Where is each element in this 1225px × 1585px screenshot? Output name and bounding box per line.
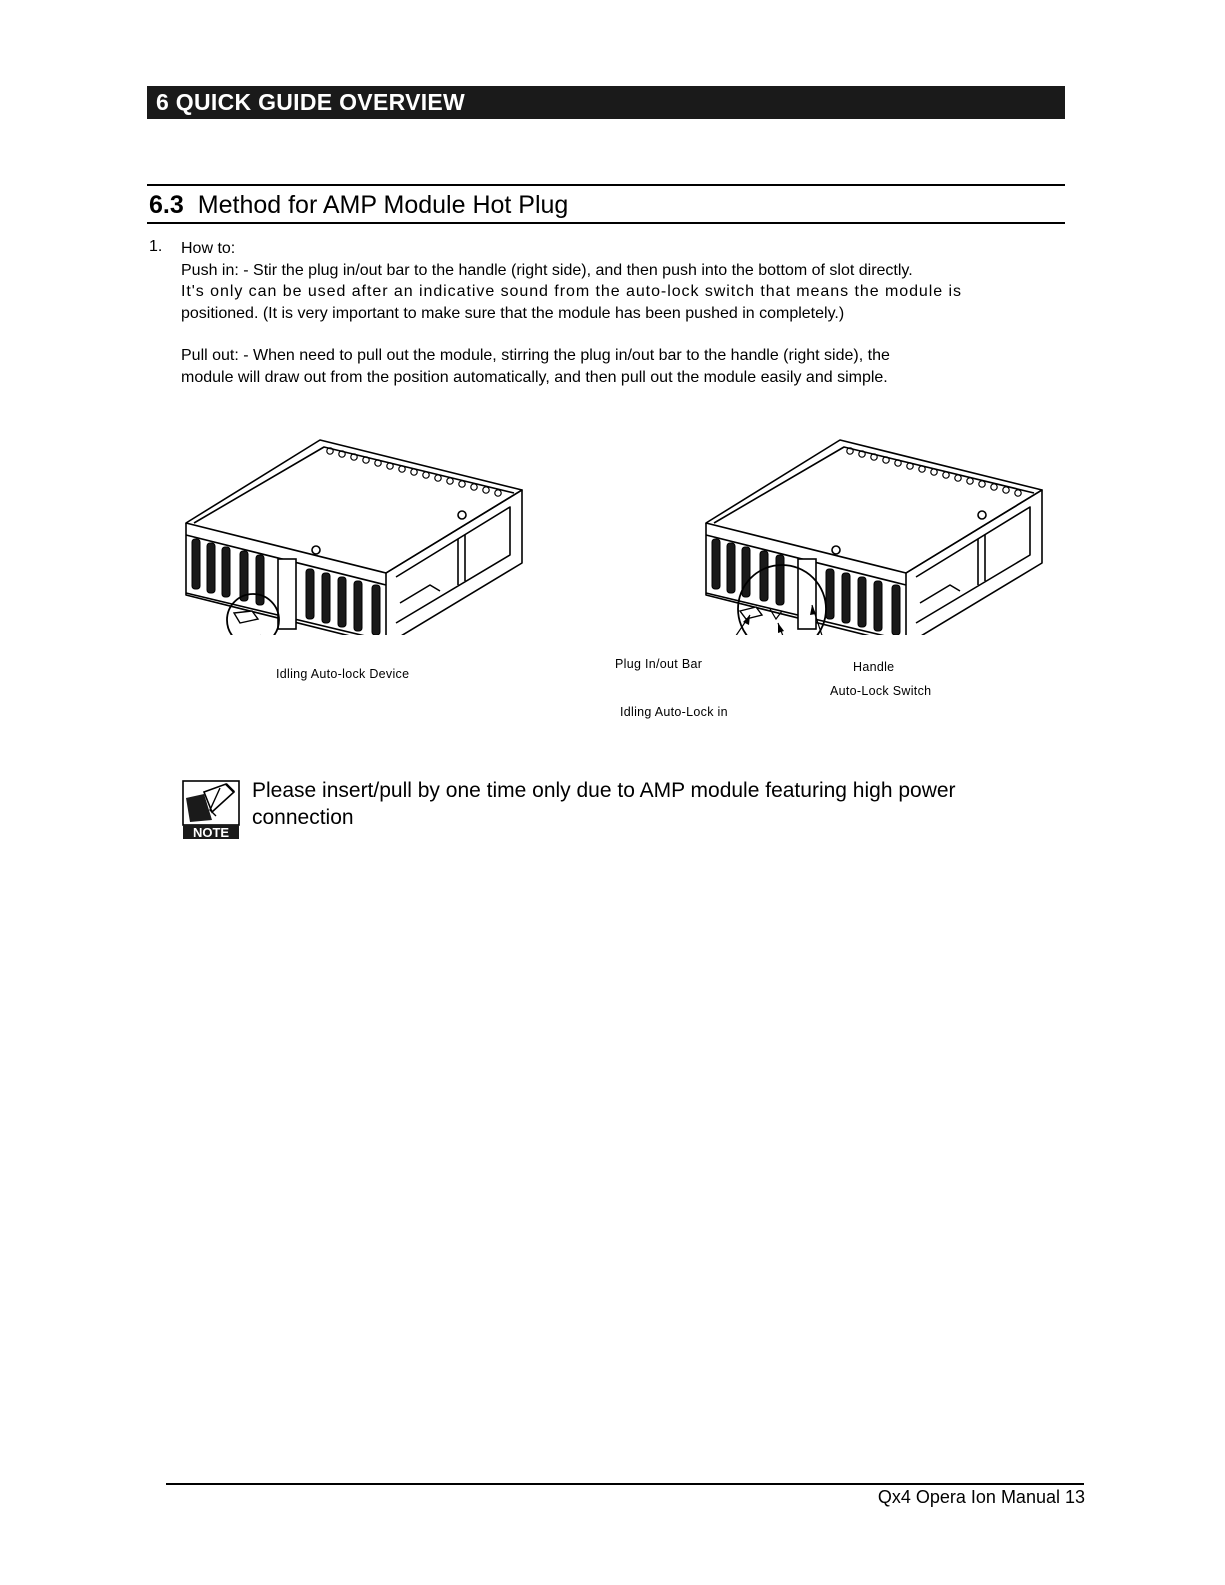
pull-out-block [181, 345, 1061, 388]
push-in-line-2: It's only can be used after an indicative sound from the auto-lock switch that means the module is [181, 283, 962, 300]
section-title: Method for AMP Module Hot Plug [197, 191, 569, 219]
push-in-line-3: positioned. (It is very important to make sure that the module has been pushed in completely.) [181, 304, 845, 322]
label-idling-auto-lock-in: Idling Auto-Lock in [620, 705, 728, 719]
amp-module-illustration-left [180, 435, 540, 635]
note-pencil-icon [182, 780, 240, 840]
pull-out-line-1: Pull out: - When need to pull out the module, stirring the plug in/out bar to the handle (right side), the [181, 347, 890, 364]
list-number: 1. [149, 238, 163, 255]
label-auto-lock-switch: Auto-Lock Switch [830, 684, 932, 698]
note-icon-label: NOTE [192, 825, 230, 840]
label-handle: Handle [853, 660, 895, 674]
note-text: Please insert/pull by one time only due to AMP module featuring high power connection [252, 779, 956, 829]
footer-page-label: Qx4 Opera Ion Manual 13 [877, 1487, 1085, 1507]
label-idling-auto-lock-device: Idling Auto-lock Device [276, 667, 410, 681]
section-bottom-rule [147, 222, 1065, 224]
amp-module-illustration-right [700, 435, 1060, 635]
section-number: 6.3 [149, 191, 184, 219]
label-plug-in-out-bar: Plug In/out Bar [615, 657, 703, 671]
chapter-title: 6 QUICK GUIDE OVERVIEW [156, 89, 466, 115]
section-top-rule [147, 184, 1065, 186]
section-heading [149, 190, 568, 220]
howto-block [181, 238, 1061, 324]
push-in-line-1: Push in: - Stir the plug in/out bar to the handle (right side), and then push into the bottom of slot directly. [181, 261, 913, 279]
chapter-header [147, 86, 1065, 119]
howto-lead: How to: [181, 240, 236, 257]
pull-out-line-2: module will draw out from the position automatically, and then pull out the module easily and simple. [181, 368, 888, 386]
footer-rule [166, 1483, 1084, 1485]
